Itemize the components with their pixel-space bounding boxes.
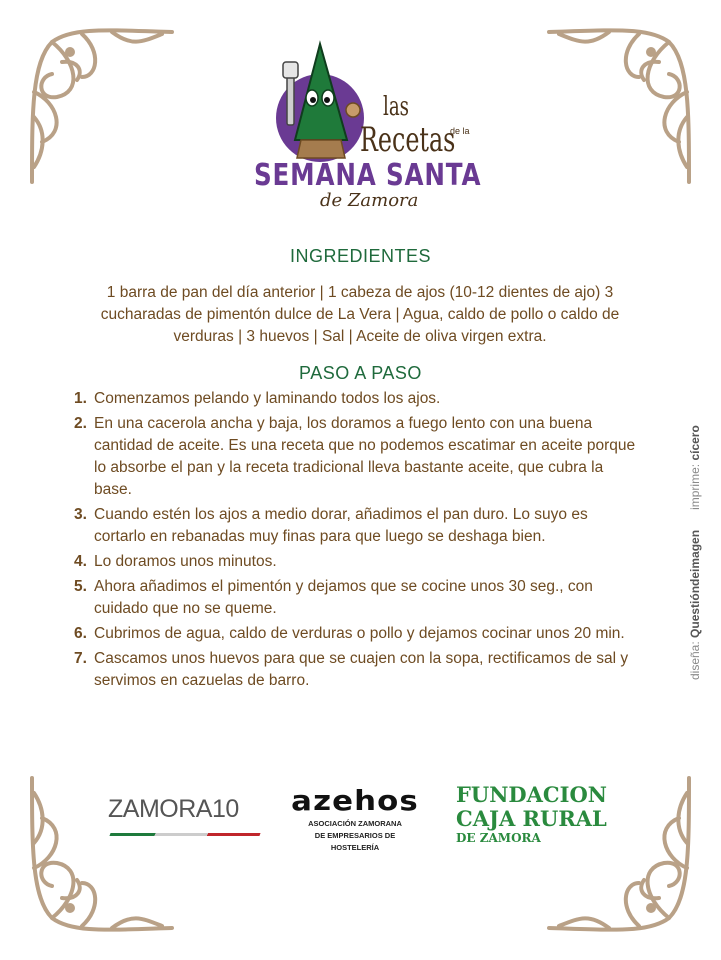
step-text: Cuando estén los ajos a medio dorar, añadimos el pan duro. Lo suyo es cortarlo en rebanadas muy finas para que luego se deshaga bien.: [94, 506, 588, 545]
nazareno-mascot-icon: [265, 40, 375, 165]
logo-dela-text: de la: [450, 126, 470, 136]
ingredients-text: 1 barra de pan del día anterior | 1 cabeza de ajos (10-12 dientes de ajo) 3 cucharadas de pimentón dulce de La Vera | Agua, caldo de pollo o caldo de verduras | 3 huevos | Sal | Aceite de oliva virgen extra.: [100, 284, 620, 345]
azehos-name: azehos: [291, 784, 419, 817]
design-name: Questióndeimagen: [688, 529, 702, 638]
step-item: [74, 551, 640, 573]
recetas-semana-santa-logo: [250, 40, 482, 215]
step-text: Cascamos unos huevos para que se cuajen con la sopa, rectificamos de sal y servimos en cazuelas de barro.: [94, 650, 629, 689]
step-item: [74, 576, 640, 620]
zamora10-flag-bar: [109, 833, 260, 836]
caja-line1: FUNDACION: [456, 782, 607, 807]
steps-list: [74, 388, 640, 695]
design-label: diseña:: [688, 641, 702, 680]
step-number: 7.: [74, 650, 87, 667]
corner-ornament-top-left: [22, 22, 187, 187]
ingredients-title: INGREDIENTES: [289, 246, 432, 266]
print-label: imprime:: [688, 463, 702, 510]
azehos-sub1: ASOCIACIÓN ZAMORANA: [308, 819, 402, 828]
step-item: [74, 623, 640, 645]
azehos-sub3: HOSTELERÍA: [330, 843, 380, 852]
logo-las-text: las: [383, 92, 410, 122]
step-number: 4.: [74, 553, 87, 570]
print-name: cícero: [688, 425, 702, 461]
step-text: Cubrimos de agua, caldo de verduras o pollo y dejamos cocinar unos 20 min.: [94, 625, 625, 642]
corner-ornament-top-right: [534, 22, 699, 187]
step-number: 6.: [74, 625, 87, 642]
step-number: 2.: [74, 415, 87, 432]
step-item: [74, 648, 640, 692]
step-text: Comenzamos pelando y laminando todos los ajos.: [94, 390, 441, 407]
logo-zamora-text: de Zamora: [320, 190, 419, 211]
azehos-logo: [290, 786, 420, 856]
zamora10-logo: [108, 795, 268, 840]
step-text: Lo doramos unos minutos.: [94, 553, 277, 570]
step-number: 1.: [74, 390, 87, 407]
step-text: En una cacerola ancha y baja, los doramos a fuego lento con una buena cantidad de aceite. Es una receta que no podemos escatimar en aceite porque lo absorbe el pan y la receta tradicional lleva bastante aceite, que cubra la base.: [94, 415, 636, 498]
caja-line3: DE ZAMORA: [456, 831, 541, 845]
step-item: [74, 388, 640, 410]
steps-title: PASO A PASO: [299, 363, 422, 383]
step-number: 5.: [74, 578, 87, 595]
credits-vertical: [676, 300, 700, 680]
caja-line2: CAJA RURAL: [456, 806, 607, 831]
step-item: [74, 504, 640, 548]
zamora10-text: ZAMORA10: [108, 795, 239, 823]
fundacion-caja-rural-logo: [456, 782, 636, 852]
step-number: 3.: [74, 506, 87, 523]
logo-semana-santa-text: SEMANA SANTA: [254, 158, 482, 193]
step-text: Ahora añadimos el pimentón y dejamos que se cocine unos 30 seg., con cuidado que no se queme.: [94, 578, 593, 617]
logo-recetas-text: Recetas: [360, 120, 456, 160]
step-item: [74, 413, 640, 501]
azehos-sub2: DE EMPRESARIOS DE: [314, 831, 396, 840]
